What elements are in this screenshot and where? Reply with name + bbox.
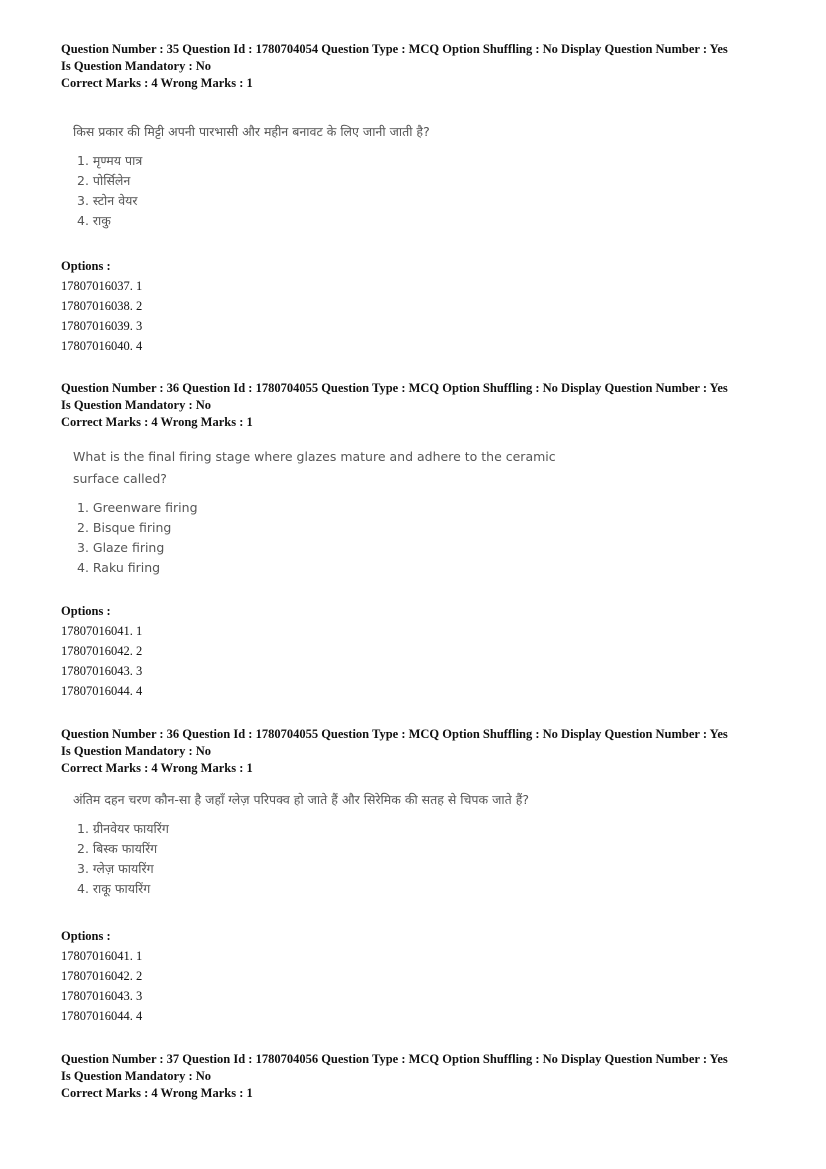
question-meta-line: Question Number : 36 Question Id : 1780704055 Question Type : MCQ Option Shuffling : No Display Question Number : Yes	[61, 381, 728, 395]
option-id: 17807016040. 4	[61, 339, 143, 353]
question-text-continued: surface called?	[73, 471, 167, 486]
choice-item: 4. राकू फायरिंग	[77, 881, 151, 896]
option-id: 17807016043. 3	[61, 989, 143, 1003]
choice-item: 3. स्टोन वेयर	[77, 193, 138, 208]
option-id: 17807016041. 1	[61, 624, 143, 638]
question-meta	[61, 1051, 781, 1102]
choice-list	[73, 819, 633, 899]
question-marks-line: Correct Marks : 4 Wrong Marks : 1	[61, 761, 253, 775]
question-marks-line: Correct Marks : 4 Wrong Marks : 1	[61, 1086, 253, 1100]
question-meta-line: Question Number : 36 Question Id : 1780704055 Question Type : MCQ Option Shuffling : No Display Question Number : Yes	[61, 727, 728, 741]
question-marks-line: Correct Marks : 4 Wrong Marks : 1	[61, 415, 253, 429]
question-text: What is the final firing stage where glazes mature and adhere to the ceramic	[73, 449, 556, 464]
question-meta	[61, 726, 781, 777]
option-id-list	[61, 621, 142, 701]
question-content	[73, 789, 633, 899]
options-label: Options :	[61, 604, 111, 618]
option-id-list	[61, 276, 142, 356]
question-meta	[61, 41, 781, 92]
option-id: 17807016044. 4	[61, 684, 143, 698]
choice-item: 1. मृण्मय पात्र	[77, 153, 143, 168]
option-id: 17807016043. 3	[61, 664, 143, 678]
question-marks-line: Correct Marks : 4 Wrong Marks : 1	[61, 76, 253, 90]
question-mandatory-line: Is Question Mandatory : No	[61, 398, 212, 412]
choice-list	[73, 151, 633, 231]
question-block	[61, 1051, 781, 1102]
option-id: 17807016044. 4	[61, 1009, 143, 1023]
choice-item: 4. Raku firing	[77, 560, 161, 575]
options-label: Options :	[61, 259, 111, 273]
question-meta-line: Question Number : 37 Question Id : 1780704056 Question Type : MCQ Option Shuffling : No Display Question Number : Yes	[61, 1052, 728, 1066]
option-id: 17807016042. 2	[61, 644, 143, 658]
option-id: 17807016037. 1	[61, 279, 143, 293]
choice-list	[73, 498, 633, 578]
option-id: 17807016041. 1	[61, 949, 143, 963]
choice-item: 1. Greenware firing	[77, 500, 198, 515]
question-mandatory-line: Is Question Mandatory : No	[61, 744, 212, 758]
choice-item: 1. ग्रीनवेयर फायरिंग	[77, 821, 169, 836]
choice-item: 2. बिस्क फायरिंग	[77, 841, 158, 856]
question-meta-line: Question Number : 35 Question Id : 1780704054 Question Type : MCQ Option Shuffling : No Display Question Number : Yes	[61, 42, 728, 56]
question-block	[61, 726, 781, 1023]
choice-item: 2. Bisque firing	[77, 520, 172, 535]
choice-item: 3. ग्लेज़ फायरिंग	[77, 861, 154, 876]
option-id-list	[61, 946, 142, 1026]
option-id: 17807016038. 2	[61, 299, 143, 313]
choice-item: 4. राकु	[77, 213, 111, 228]
question-content	[73, 121, 633, 231]
question-block	[61, 41, 781, 353]
option-id: 17807016039. 3	[61, 319, 143, 333]
question-text: किस प्रकार की मिट्टी अपनी पारभासी और महीन बनावट के लिए जानी जाती है?	[73, 124, 430, 139]
question-meta	[61, 380, 781, 431]
choice-item: 3. Glaze firing	[77, 540, 165, 555]
question-mandatory-line: Is Question Mandatory : No	[61, 1069, 212, 1083]
choice-item: 2. पोर्सिलेन	[77, 173, 131, 188]
options-label: Options :	[61, 929, 111, 943]
question-block	[61, 380, 781, 698]
option-id: 17807016042. 2	[61, 969, 143, 983]
question-mandatory-line: Is Question Mandatory : No	[61, 59, 212, 73]
question-content	[73, 446, 633, 578]
question-text: अंतिम दहन चरण कौन-सा है जहाँ ग्लेज़ परिपक्व हो जाते हैं और सिरेमिक की सतह से चिपक जाते हैं?	[73, 792, 529, 807]
